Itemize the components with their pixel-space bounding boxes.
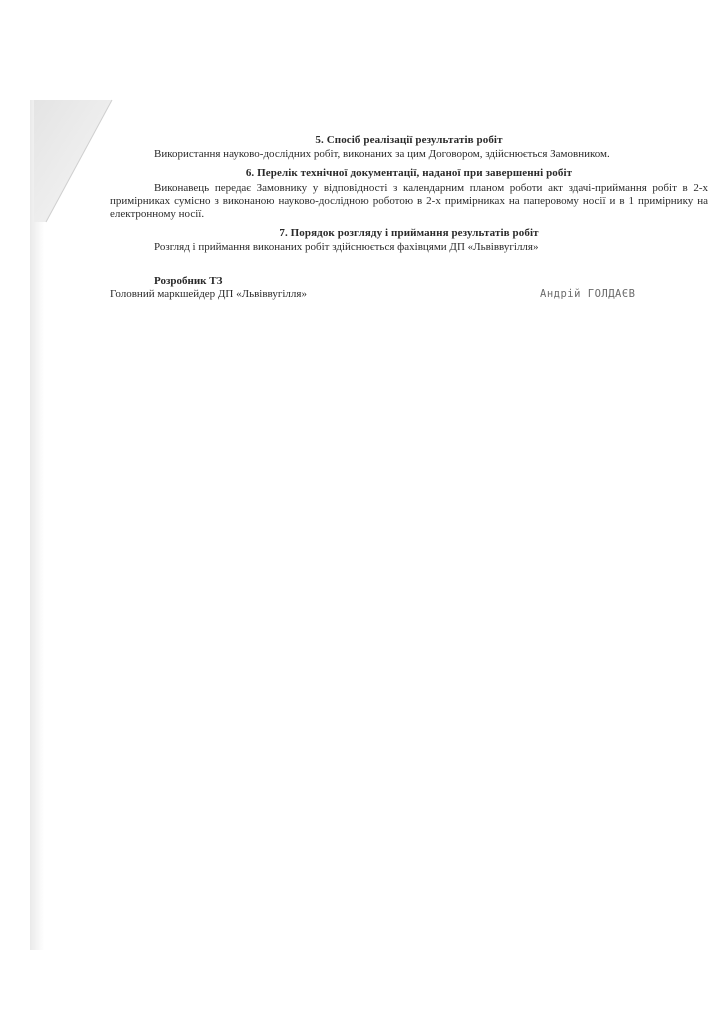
signatory-name: Андрій ГОЛДАЄВ bbox=[540, 287, 636, 300]
section-text: Розгляд і приймання виконаних робіт здійснюється фахівцями ДП «Львіввугілля» bbox=[154, 241, 539, 254]
document-page bbox=[110, 134, 708, 302]
signature-heading: Розробник ТЗ bbox=[154, 274, 223, 287]
section-text: Використання науково-дослідних робіт, виконаних за цим Договором, здійснюється Замовником. bbox=[154, 148, 610, 161]
section-text: Виконавець передає Замовнику у відповідності з календарним планом роботи акт здачі-приймання робіт в 2-х примірниках сумісно з виконаною науково-дослідною роботою в 2-х примірниках на паперовому носії и в 1 примірнику на електронному носії. bbox=[110, 181, 708, 221]
section-6 bbox=[110, 167, 708, 221]
section-heading: 6. Перелік технічної документації, наданої при завершенні робіт bbox=[245, 167, 573, 180]
signature-block bbox=[110, 275, 708, 302]
section-heading: 7. Порядок розгляду і приймання результатів робіт bbox=[279, 227, 539, 240]
signature-line bbox=[110, 288, 708, 302]
section-5 bbox=[110, 134, 708, 161]
section-heading: 5. Спосіб реалізації результатів робіт bbox=[315, 134, 503, 146]
signatory-position: Головний маркшейдер ДП «Львіввугілля» bbox=[110, 287, 307, 300]
section-7 bbox=[110, 227, 708, 254]
